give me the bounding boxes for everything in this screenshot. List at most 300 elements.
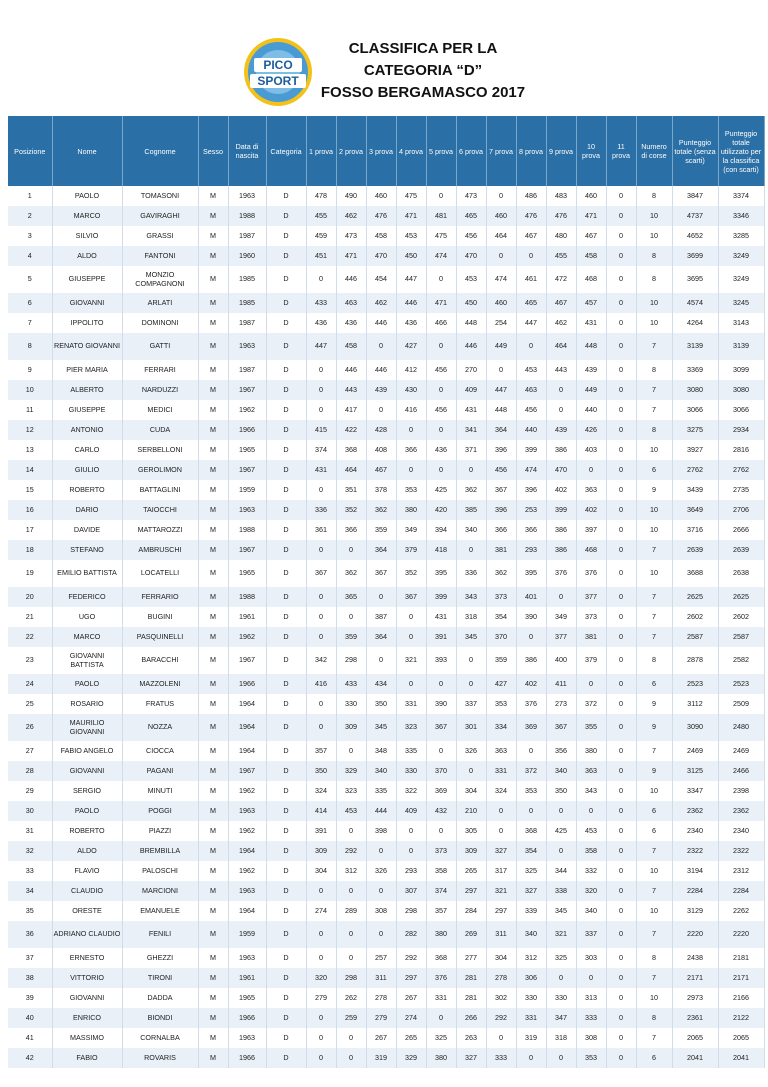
cell-round-3: 439 [366, 380, 396, 400]
cell-round-7: 448 [486, 400, 516, 420]
cell-category: D [266, 674, 306, 694]
cell-round-10: 0 [576, 801, 606, 821]
cell-round-7: 0 [486, 1028, 516, 1048]
cell-category: D [266, 420, 306, 440]
cell-total-score: 2639 [672, 540, 718, 560]
cell-final-score: 2469 [718, 741, 764, 761]
cell-sex: M [198, 540, 228, 560]
cell-round-1: 0 [306, 714, 336, 741]
cell-round-6: 453 [456, 266, 486, 293]
column-header: 11 prova [606, 116, 636, 186]
cell-birth-year: 1964 [228, 714, 266, 741]
cell-total-score: 2361 [672, 1008, 718, 1028]
cell-round-7: 366 [486, 520, 516, 540]
cell-position: 36 [8, 921, 52, 948]
cell-sex: M [198, 901, 228, 921]
cell-final-score: 2762 [718, 460, 764, 480]
cell-round-3: 428 [366, 420, 396, 440]
cell-position: 17 [8, 520, 52, 540]
cell-races-count: 7 [636, 741, 672, 761]
cell-round-11: 0 [606, 627, 636, 647]
cell-round-9: 476 [546, 206, 576, 226]
cell-round-8: 293 [516, 540, 546, 560]
cell-round-2: 464 [336, 460, 366, 480]
cell-round-6: 470 [456, 246, 486, 266]
cell-round-10: 440 [576, 400, 606, 420]
cell-round-2: 0 [336, 948, 366, 968]
cell-round-10: 458 [576, 246, 606, 266]
cell-round-7: 321 [486, 881, 516, 901]
cell-position: 3 [8, 226, 52, 246]
cell-round-10: 373 [576, 607, 606, 627]
cell-round-11: 0 [606, 540, 636, 560]
cell-round-10: 453 [576, 821, 606, 841]
cell-final-score: 3346 [718, 206, 764, 226]
table-row [8, 206, 764, 226]
cell-races-count: 6 [636, 1048, 672, 1068]
cell-first-name: FABIO ANGELO [52, 741, 122, 761]
cell-round-5: 425 [426, 480, 456, 500]
cell-final-score: 2666 [718, 520, 764, 540]
cell-round-9: 386 [546, 440, 576, 460]
cell-round-2: 0 [336, 821, 366, 841]
cell-round-11: 0 [606, 266, 636, 293]
cell-round-6: 318 [456, 607, 486, 627]
table-row [8, 540, 764, 560]
cell-position: 10 [8, 380, 52, 400]
cell-round-8: 253 [516, 500, 546, 520]
cell-round-8: 402 [516, 674, 546, 694]
cell-final-score: 2398 [718, 781, 764, 801]
cell-round-7: 373 [486, 587, 516, 607]
cell-first-name: EMILIO BATTISTA [52, 560, 122, 587]
cell-total-score: 3695 [672, 266, 718, 293]
cell-final-score: 3249 [718, 266, 764, 293]
cell-position: 28 [8, 761, 52, 781]
cell-round-10: 353 [576, 1048, 606, 1068]
cell-first-name: DAVIDE [52, 520, 122, 540]
cell-last-name: CORNALBA [122, 1028, 198, 1048]
cell-sex: M [198, 226, 228, 246]
cell-first-name: ALBERTO [52, 380, 122, 400]
cell-round-2: 0 [336, 881, 366, 901]
cell-category: D [266, 293, 306, 313]
cell-round-11: 0 [606, 821, 636, 841]
cell-round-9: 350 [546, 781, 576, 801]
cell-round-1: 274 [306, 901, 336, 921]
cell-category: D [266, 948, 306, 968]
cell-first-name: GIUSEPPE [52, 400, 122, 420]
table-row [8, 186, 764, 206]
cell-round-2: 422 [336, 420, 366, 440]
cell-round-6: 304 [456, 781, 486, 801]
cell-round-4: 427 [396, 333, 426, 360]
cell-round-8: 386 [516, 647, 546, 674]
cell-category: D [266, 333, 306, 360]
cell-round-4: 367 [396, 587, 426, 607]
cell-position: 15 [8, 480, 52, 500]
cell-position: 42 [8, 1048, 52, 1068]
cell-round-4: 471 [396, 206, 426, 226]
cell-first-name: GIOVANNI [52, 761, 122, 781]
cell-category: D [266, 587, 306, 607]
cell-final-score: 2582 [718, 647, 764, 674]
cell-position: 33 [8, 861, 52, 881]
cell-position: 8 [8, 333, 52, 360]
cell-round-1: 361 [306, 520, 336, 540]
cell-round-1: 342 [306, 647, 336, 674]
cell-category: D [266, 500, 306, 520]
cell-category: D [266, 801, 306, 821]
cell-round-10: 403 [576, 440, 606, 460]
cell-round-3: 467 [366, 460, 396, 480]
cell-sex: M [198, 607, 228, 627]
cell-round-4: 293 [396, 861, 426, 881]
cell-round-11: 0 [606, 226, 636, 246]
cell-round-1: 0 [306, 480, 336, 500]
cell-round-3: 476 [366, 206, 396, 226]
cell-position: 13 [8, 440, 52, 460]
cell-round-7: 362 [486, 560, 516, 587]
cell-round-5: 436 [426, 440, 456, 460]
cell-round-6: 0 [456, 674, 486, 694]
cell-round-7: 327 [486, 841, 516, 861]
column-header: 2 prova [336, 116, 366, 186]
cell-round-1: 0 [306, 921, 336, 948]
cell-round-2: 292 [336, 841, 366, 861]
cell-category: D [266, 921, 306, 948]
cell-total-score: 3194 [672, 861, 718, 881]
table-row [8, 360, 764, 380]
cell-races-count: 8 [636, 266, 672, 293]
cell-position: 23 [8, 647, 52, 674]
cell-first-name: CARLO [52, 440, 122, 460]
cell-round-2: 259 [336, 1008, 366, 1028]
cell-final-score: 3080 [718, 380, 764, 400]
table-row [8, 714, 764, 741]
cell-round-10: 320 [576, 881, 606, 901]
cell-round-3: 278 [366, 988, 396, 1008]
cell-position: 40 [8, 1008, 52, 1028]
cell-total-score: 4652 [672, 226, 718, 246]
cell-sex: M [198, 480, 228, 500]
cell-total-score: 2284 [672, 881, 718, 901]
table-row [8, 901, 764, 921]
cell-sex: M [198, 293, 228, 313]
cell-round-7: 254 [486, 313, 516, 333]
table-row [8, 781, 764, 801]
cell-round-5: 0 [426, 741, 456, 761]
cell-final-score: 3139 [718, 333, 764, 360]
cell-round-9: 470 [546, 460, 576, 480]
table-row [8, 520, 764, 540]
cell-round-2: 365 [336, 587, 366, 607]
cell-round-7: 0 [486, 186, 516, 206]
table-header-row [8, 116, 764, 186]
cell-final-score: 3285 [718, 226, 764, 246]
table-row [8, 881, 764, 901]
cell-last-name: NARDUZZI [122, 380, 198, 400]
cell-round-11: 0 [606, 921, 636, 948]
cell-round-9: 321 [546, 921, 576, 948]
cell-round-10: 0 [576, 460, 606, 480]
cell-position: 4 [8, 246, 52, 266]
cell-round-3: 279 [366, 1008, 396, 1028]
cell-round-10: 337 [576, 921, 606, 948]
cell-birth-year: 1964 [228, 901, 266, 921]
cell-sex: M [198, 861, 228, 881]
cell-round-11: 0 [606, 988, 636, 1008]
cell-last-name: PASQUINELLI [122, 627, 198, 647]
cell-first-name: PAOLO [52, 186, 122, 206]
cell-final-score: 2171 [718, 968, 764, 988]
cell-position: 14 [8, 460, 52, 480]
cell-total-score: 2220 [672, 921, 718, 948]
cell-round-4: 416 [396, 400, 426, 420]
cell-last-name: LOCATELLI [122, 560, 198, 587]
cell-round-9: 439 [546, 420, 576, 440]
cell-round-4: 329 [396, 1048, 426, 1068]
cell-birth-year: 1967 [228, 380, 266, 400]
cell-birth-year: 1967 [228, 460, 266, 480]
cell-round-9: 480 [546, 226, 576, 246]
cell-round-9: 345 [546, 901, 576, 921]
table-row [8, 500, 764, 520]
column-header: Posizione [8, 116, 52, 186]
cell-races-count: 6 [636, 801, 672, 821]
cell-round-6: 450 [456, 293, 486, 313]
cell-round-4: 274 [396, 1008, 426, 1028]
cell-round-4: 380 [396, 500, 426, 520]
cell-total-score: 2171 [672, 968, 718, 988]
column-header: 9 prova [546, 116, 576, 186]
table-row [8, 921, 764, 948]
cell-round-4: 322 [396, 781, 426, 801]
cell-round-7: 333 [486, 1048, 516, 1068]
cell-round-7: 464 [486, 226, 516, 246]
cell-final-score: 3066 [718, 400, 764, 420]
cell-round-8: 476 [516, 206, 546, 226]
cell-total-score: 2322 [672, 841, 718, 861]
cell-round-6: 309 [456, 841, 486, 861]
cell-round-5: 331 [426, 988, 456, 1008]
cell-round-2: 458 [336, 333, 366, 360]
cell-total-score: 3716 [672, 520, 718, 540]
cell-final-score: 2466 [718, 761, 764, 781]
cell-final-score: 2480 [718, 714, 764, 741]
cell-sex: M [198, 968, 228, 988]
column-header: 1 prova [306, 116, 336, 186]
cell-round-6: 385 [456, 500, 486, 520]
cell-first-name: MAURILIO GIOVANNI [52, 714, 122, 741]
cell-round-9: 443 [546, 360, 576, 380]
cell-total-score: 4574 [672, 293, 718, 313]
cell-category: D [266, 861, 306, 881]
cell-sex: M [198, 1048, 228, 1068]
cell-category: D [266, 881, 306, 901]
cell-round-1: 431 [306, 460, 336, 480]
table-row [8, 400, 764, 420]
title-line-2: CATEGORIA “D” [363, 62, 483, 79]
cell-round-9: 0 [546, 841, 576, 861]
cell-round-2: 446 [336, 266, 366, 293]
cell-sex: M [198, 841, 228, 861]
cell-sex: M [198, 460, 228, 480]
cell-round-5: 369 [426, 781, 456, 801]
cell-round-2: 453 [336, 801, 366, 821]
cell-round-1: 336 [306, 500, 336, 520]
cell-sex: M [198, 801, 228, 821]
cell-first-name: SILVIO [52, 226, 122, 246]
cell-round-10: 468 [576, 540, 606, 560]
cell-birth-year: 1967 [228, 540, 266, 560]
cell-category: D [266, 380, 306, 400]
cell-first-name: UGO [52, 607, 122, 627]
cell-round-2: 0 [336, 607, 366, 627]
cell-round-5: 394 [426, 520, 456, 540]
cell-total-score: 2973 [672, 988, 718, 1008]
cell-round-6: 297 [456, 881, 486, 901]
cell-round-2: 0 [336, 540, 366, 560]
cell-round-7: 324 [486, 781, 516, 801]
cell-first-name: ENRICO [52, 1008, 122, 1028]
cell-total-score: 4737 [672, 206, 718, 226]
cell-round-6: 336 [456, 560, 486, 587]
cell-round-9: 377 [546, 627, 576, 647]
cell-round-8: 372 [516, 761, 546, 781]
cell-position: 6 [8, 293, 52, 313]
cell-races-count: 8 [636, 186, 672, 206]
cell-round-2: 362 [336, 560, 366, 587]
cell-races-count: 10 [636, 861, 672, 881]
cell-round-10: 343 [576, 781, 606, 801]
cell-round-11: 0 [606, 948, 636, 968]
cell-round-6: 362 [456, 480, 486, 500]
cell-round-7: 456 [486, 460, 516, 480]
cell-round-1: 0 [306, 881, 336, 901]
cell-round-8: 396 [516, 480, 546, 500]
cell-round-11: 0 [606, 841, 636, 861]
cell-last-name: DADDA [122, 988, 198, 1008]
cell-races-count: 10 [636, 988, 672, 1008]
cell-round-10: 303 [576, 948, 606, 968]
cell-round-8: 354 [516, 841, 546, 861]
cell-round-10: 402 [576, 500, 606, 520]
cell-category: D [266, 781, 306, 801]
cell-round-6: 456 [456, 226, 486, 246]
cell-round-3: 364 [366, 540, 396, 560]
cell-sex: M [198, 921, 228, 948]
cell-round-9: 344 [546, 861, 576, 881]
cell-round-2: 359 [336, 627, 366, 647]
cell-round-4: 335 [396, 741, 426, 761]
cell-round-11: 0 [606, 380, 636, 400]
cell-first-name: PAOLO [52, 674, 122, 694]
cell-round-3: 319 [366, 1048, 396, 1068]
cell-round-4: 379 [396, 540, 426, 560]
cell-round-4: 292 [396, 948, 426, 968]
cell-position: 32 [8, 841, 52, 861]
cell-final-score: 2041 [718, 1048, 764, 1068]
cell-category: D [266, 901, 306, 921]
column-header: 7 prova [486, 116, 516, 186]
cell-round-9: 467 [546, 293, 576, 313]
cell-round-4: 321 [396, 647, 426, 674]
cell-round-5: 475 [426, 226, 456, 246]
table-row [8, 1048, 764, 1068]
cell-round-11: 0 [606, 781, 636, 801]
cell-round-11: 0 [606, 1028, 636, 1048]
cell-round-2: 463 [336, 293, 366, 313]
cell-round-2: 262 [336, 988, 366, 1008]
page-title [318, 38, 528, 104]
cell-round-8: 353 [516, 781, 546, 801]
cell-round-9: 402 [546, 480, 576, 500]
cell-races-count: 8 [636, 948, 672, 968]
cell-sex: M [198, 881, 228, 901]
cell-round-9: 330 [546, 988, 576, 1008]
cell-sex: M [198, 360, 228, 380]
cell-races-count: 8 [636, 1008, 672, 1028]
cell-last-name: GAVIRAGHI [122, 206, 198, 226]
table-row [8, 694, 764, 714]
cell-category: D [266, 540, 306, 560]
cell-round-8: 0 [516, 1048, 546, 1068]
cell-first-name: ALDO [52, 841, 122, 861]
cell-round-10: 457 [576, 293, 606, 313]
cell-last-name: NOZZA [122, 714, 198, 741]
cell-total-score: 2625 [672, 587, 718, 607]
cell-races-count: 7 [636, 400, 672, 420]
cell-round-9: 472 [546, 266, 576, 293]
table-row [8, 420, 764, 440]
cell-final-score: 2166 [718, 988, 764, 1008]
cell-round-4: 323 [396, 714, 426, 741]
cell-position: 37 [8, 948, 52, 968]
cell-round-3: 0 [366, 841, 396, 861]
cell-round-8: 319 [516, 1028, 546, 1048]
cell-category: D [266, 460, 306, 480]
cell-sex: M [198, 761, 228, 781]
cell-first-name: PAOLO [52, 801, 122, 821]
cell-round-3: 335 [366, 781, 396, 801]
cell-sex: M [198, 420, 228, 440]
cell-sex: M [198, 266, 228, 293]
cell-round-1: 374 [306, 440, 336, 460]
cell-birth-year: 1961 [228, 968, 266, 988]
cell-round-1: 0 [306, 360, 336, 380]
cell-birth-year: 1988 [228, 587, 266, 607]
cell-category: D [266, 400, 306, 420]
cell-birth-year: 1987 [228, 313, 266, 333]
cell-round-6: 326 [456, 741, 486, 761]
cell-total-score: 3080 [672, 380, 718, 400]
cell-round-8: 376 [516, 694, 546, 714]
cell-first-name: RENATO GIOVANNI [52, 333, 122, 360]
cell-round-1: 324 [306, 781, 336, 801]
cell-round-3: 0 [366, 333, 396, 360]
cell-total-score: 2878 [672, 647, 718, 674]
cell-round-3: 398 [366, 821, 396, 841]
cell-round-5: 0 [426, 821, 456, 841]
cell-first-name: DARIO [52, 500, 122, 520]
cell-round-7: 297 [486, 901, 516, 921]
cell-races-count: 7 [636, 921, 672, 948]
column-header: 6 prova [456, 116, 486, 186]
cell-round-5: 357 [426, 901, 456, 921]
cell-round-4: 475 [396, 186, 426, 206]
cell-round-3: 340 [366, 761, 396, 781]
